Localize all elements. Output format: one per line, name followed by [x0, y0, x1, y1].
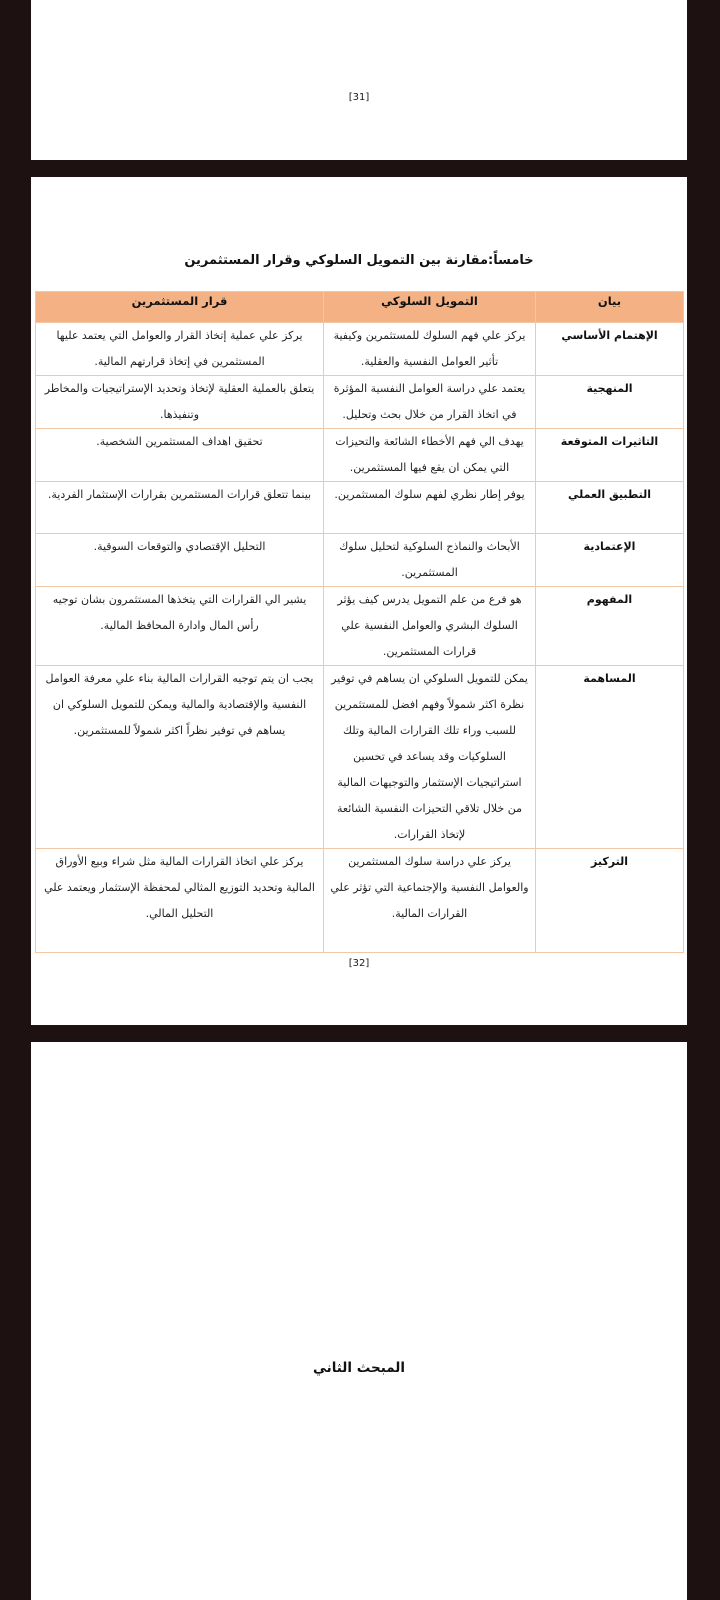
page-number: [31] [348, 92, 370, 103]
investors-cell: تحقيق اهداف المستثمرين الشخصية. [36, 429, 324, 482]
row-label: المفهوم [536, 587, 684, 666]
row-label: التطبيق العملي [536, 482, 684, 534]
behavioral-cell: هو فرع من علم التمويل يدرس كيف يؤثر السلوك البشري والعوامل النفسية علي قرارات المستثمرين. [324, 587, 536, 666]
row-label: المساهمة [536, 666, 684, 849]
chapter-title: المبحث الثاني [313, 1360, 405, 1376]
investors-cell: يشير الي القرارات التي يتخذها المستثمرون بشان توجيه رأس المال وادارة المحافظ المالية. [36, 587, 324, 666]
header-behavioral-finance: التمويل السلوكي [324, 292, 536, 323]
behavioral-cell: الأبحاث والنماذج السلوكية لتحليل سلوك المستثمرين. [324, 534, 536, 587]
row-label: التركيز [536, 849, 684, 953]
document-page-31 [31, 0, 687, 160]
header-statement: بيان [536, 292, 684, 323]
table-row [36, 323, 684, 376]
investors-cell: يركز علي اتخاذ القرارات المالية مثل شراء وبيع الأوراق المالية وتحديد التوزيع المثالي لمحفظة الإستثمار ويعتمد علي التحليل المالي. [36, 849, 324, 953]
table-row [36, 376, 684, 429]
table-row [36, 587, 684, 666]
row-label: التاثيرات المتوقعة [536, 429, 684, 482]
investors-cell: يجب ان يتم توجيه القرارات المالية بناء علي معرفة العوامل النفسية والإقتصادية والمالية ويمكن للتمويل السلوكي ان يساهم في توفير نظراً اكثر شمولاً للمستثمرين. [36, 666, 324, 849]
investors-cell: يتعلق بالعملية العقلية لإتخاذ وتحديد الإستراتيجيات والمخاطر وتنفيذها. [36, 376, 324, 429]
table-row [36, 429, 684, 482]
table-row [36, 666, 684, 849]
table-header-row [36, 292, 684, 323]
document-page-32 [31, 177, 687, 1025]
behavioral-cell: يعتمد علي دراسة العوامل النفسية المؤثرة في اتخاذ القرار من خلال بحث وتحليل. [324, 376, 536, 429]
page-number: [32] [348, 958, 370, 969]
document-page-33 [31, 1042, 687, 1600]
section-title: خامساً:مقارنة بين التمويل السلوكي وقرار المستثمرين [184, 253, 534, 268]
header-investor-decision: قرار المستثمرين [36, 292, 324, 323]
row-label: المنهجية [536, 376, 684, 429]
table-row [36, 534, 684, 587]
investors-cell: التحليل الإقتصادي والتوقعات السوقية. [36, 534, 324, 587]
table-row [36, 849, 684, 953]
table-row [36, 482, 684, 534]
behavioral-cell: يركز علي فهم السلوك للمستثمرين وكيفية تأثير العوامل النفسية والعقلية. [324, 323, 536, 376]
row-label: الإهتمام الأساسي [536, 323, 684, 376]
comparison-table [35, 291, 684, 953]
behavioral-cell: يمكن للتمويل السلوكي ان يساهم في توفير نظرة اكثر شمولاً وفهم افضل للمستثمرين للسبب وراء تلك القرارات المالية وتلك السلوكيات وقد يساعد في تحسين استراتيجيات الإستثمار والتوجيهات المالية من خلال تلاقي التحيزات النفسية الشائعة لإتخاذ القرارات. [324, 666, 536, 849]
behavioral-cell: يوفر إطار نظري لفهم سلوك المستثمرين. [324, 482, 536, 534]
investors-cell: بينما تتعلق قرارات المستثمرين بقرارات الإستثمار الفردية. [36, 482, 324, 534]
row-label: الإعتمادية [536, 534, 684, 587]
behavioral-cell: يركز علي دراسة سلوك المستثمرين والعوامل النفسية والإجتماعية التي تؤثر علي القرارات المالية. [324, 849, 536, 953]
investors-cell: يركز علي عملية إتخاذ القرار والعوامل التي يعتمد عليها المستثمرين في إتخاذ قرارتهم المالية. [36, 323, 324, 376]
behavioral-cell: يهدف الي فهم الأخطاء الشائعة والتحيزات التي يمكن ان يقع فيها المستثمرين. [324, 429, 536, 482]
